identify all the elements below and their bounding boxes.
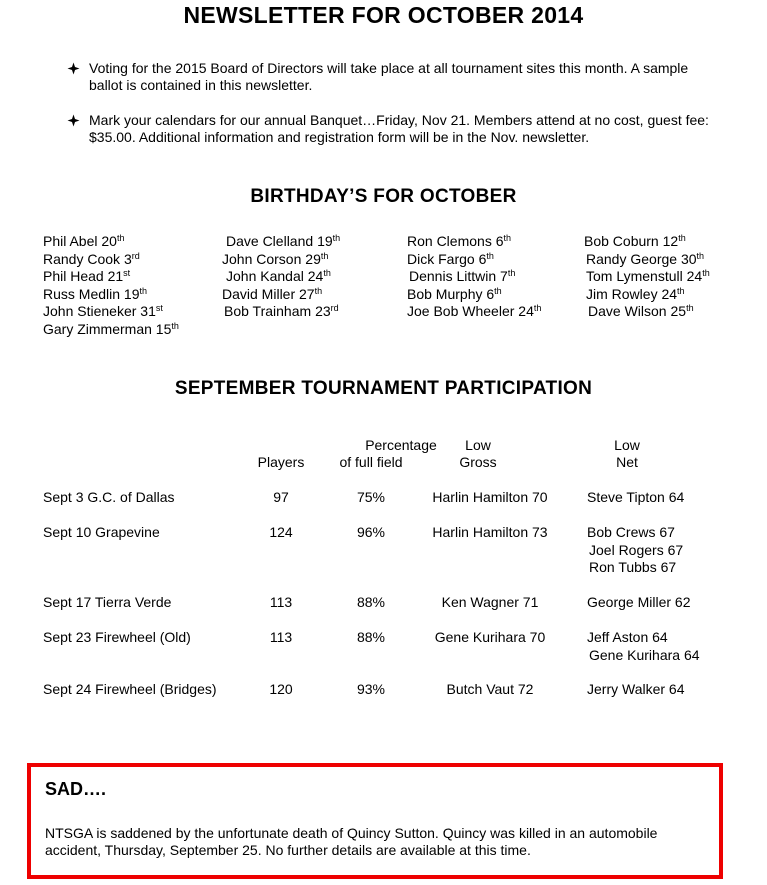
birthday-suffix: rd bbox=[131, 251, 140, 261]
cell-players: 97 bbox=[273, 489, 289, 505]
birthday-suffix: th bbox=[323, 268, 331, 278]
birthday-suffix: th bbox=[486, 251, 494, 261]
cell-event: Sept 23 Firewheel (Old) bbox=[43, 629, 191, 645]
bullet-voting: Voting for the 2015 Board of Directors will take place at all tournament sites this month. A sample ballot is contained in this newsletter. bbox=[89, 60, 689, 93]
birthday-name: David Miller bbox=[222, 286, 296, 302]
birthday-name: Joe Bob Wheeler bbox=[407, 303, 515, 319]
birthday-entry bbox=[586, 268, 710, 285]
birthday-entry bbox=[584, 233, 686, 250]
birthday-entry bbox=[407, 233, 511, 250]
cell-percentage: 93% bbox=[356, 681, 386, 697]
birthday-day: 24 bbox=[518, 303, 534, 319]
birthday-name: Dennis Littwin bbox=[409, 268, 497, 284]
cell-low-net: Joel Rogers 67 bbox=[589, 541, 684, 558]
participation-heading: SEPTEMBER TOURNAMENT PARTICIPATION bbox=[174, 378, 593, 399]
header-players: Players bbox=[257, 454, 305, 470]
birthday-name: Russ Medlin bbox=[43, 286, 121, 302]
birthday-entry bbox=[43, 286, 147, 303]
birthday-entry bbox=[407, 251, 494, 268]
birthday-name: Dave Clelland bbox=[226, 233, 314, 249]
birthday-entry bbox=[226, 233, 340, 250]
birthday-suffix: th bbox=[686, 303, 694, 313]
cell-low-gross: Harlin Hamilton 70 bbox=[432, 489, 548, 505]
header-low-gross-line2: Gross bbox=[459, 454, 497, 470]
birthday-suffix: th bbox=[503, 233, 512, 243]
cell-low-net: Jerry Walker 64 bbox=[587, 681, 685, 697]
header-low-net-line2: Net bbox=[616, 454, 638, 470]
birthday-suffix: th bbox=[696, 251, 705, 261]
birthday-name: John Stieneker bbox=[43, 303, 137, 319]
cell-low-gross: Harlin Hamilton 73 bbox=[432, 524, 548, 540]
birthday-day: 12 bbox=[662, 233, 679, 249]
birthday-name: Phil Head bbox=[43, 268, 104, 284]
birthday-name: Ron Clemons bbox=[407, 233, 492, 249]
sad-title: SAD…. bbox=[45, 779, 107, 799]
birthday-name: Bob Coburn bbox=[584, 233, 659, 249]
birthday-suffix: th bbox=[702, 268, 710, 278]
cell-percentage: 88% bbox=[356, 629, 386, 645]
birthday-suffix: th bbox=[314, 286, 323, 296]
birthday-name: Randy George bbox=[586, 251, 678, 267]
birthday-suffix: rd bbox=[330, 303, 339, 313]
birthday-day: 15 bbox=[155, 321, 172, 337]
birthdays-heading: BIRTHDAY’S FOR OCTOBER bbox=[250, 186, 517, 207]
birthday-suffix: th bbox=[533, 303, 542, 313]
birthday-name: Gary Zimmerman bbox=[43, 321, 152, 337]
birthday-entry bbox=[222, 251, 328, 268]
birthday-day: 19 bbox=[123, 286, 140, 302]
birthday-day: 19 bbox=[317, 233, 333, 249]
birthday-day: 20 bbox=[101, 233, 117, 249]
cell-players: 113 bbox=[269, 594, 293, 610]
birthday-entry bbox=[43, 233, 124, 250]
cell-percentage: 88% bbox=[356, 594, 386, 610]
birthday-entry bbox=[43, 303, 163, 320]
birthday-entry bbox=[222, 286, 322, 303]
birthday-day: 23 bbox=[315, 303, 331, 319]
birthday-suffix: th bbox=[171, 321, 179, 331]
birthday-entry bbox=[43, 321, 179, 338]
birthday-day: 25 bbox=[670, 303, 687, 319]
birthday-day: 21 bbox=[107, 268, 124, 284]
cell-low-net: Gene Kurihara 64 bbox=[589, 646, 700, 663]
birthday-name: John Corson bbox=[222, 251, 302, 267]
birthday-name: Bob Murphy bbox=[407, 286, 483, 302]
birthday-day: 7 bbox=[500, 268, 508, 284]
birthday-suffix: st bbox=[155, 303, 163, 313]
diamond-bullet-icon bbox=[67, 62, 80, 75]
birthday-entry bbox=[586, 286, 685, 303]
birthday-name: Dave Wilson bbox=[588, 303, 667, 319]
birthday-entry bbox=[407, 303, 541, 320]
cell-low-net: George Miller 62 bbox=[587, 594, 691, 610]
birthday-suffix: th bbox=[507, 268, 516, 278]
cell-event: Sept 17 Tierra Verde bbox=[43, 594, 172, 610]
birthday-day: 24 bbox=[661, 286, 678, 302]
cell-percentage: 96% bbox=[356, 524, 386, 540]
cell-low-gross: Butch Vaut 72 bbox=[446, 681, 534, 697]
birthday-day: 6 bbox=[486, 286, 495, 302]
birthday-entry bbox=[43, 251, 140, 268]
cell-low-gross: Gene Kurihara 70 bbox=[434, 629, 546, 645]
birthday-name: John Kandal bbox=[226, 268, 304, 284]
birthday-entry bbox=[226, 268, 331, 285]
cell-event: Sept 3 G.C. of Dallas bbox=[43, 489, 175, 505]
birthday-name: Randy Cook bbox=[43, 251, 121, 267]
birthday-suffix: th bbox=[677, 286, 685, 296]
cell-low-net: Bob Crews 67 bbox=[587, 524, 675, 540]
header-low-gross-line1: Low bbox=[465, 437, 491, 453]
birthday-entry bbox=[43, 268, 130, 285]
birthday-day: 24 bbox=[686, 268, 703, 284]
birthday-suffix: th bbox=[494, 286, 502, 296]
birthday-day: 24 bbox=[307, 268, 324, 284]
birthday-suffix: th bbox=[332, 233, 341, 243]
birthday-suffix: th bbox=[139, 286, 148, 296]
header-low-net-line1: Low bbox=[614, 437, 640, 453]
birthday-day: 6 bbox=[478, 251, 487, 267]
bullet-banquet: Mark your calendars for our annual Banquet…Friday, Nov 21. Members attend at no cost, guest fee: $35.00. Additional information and registration form will be in the Nov. newsletter. bbox=[89, 112, 709, 145]
birthday-day: 29 bbox=[305, 251, 321, 267]
cell-low-gross: Ken Wagner 71 bbox=[441, 594, 539, 610]
birthday-entry bbox=[586, 251, 704, 268]
sad-notice-box bbox=[27, 763, 723, 879]
diamond-bullet-icon bbox=[67, 114, 80, 127]
birthday-suffix: th bbox=[320, 251, 329, 261]
birthday-suffix: th bbox=[116, 233, 125, 243]
birthday-entry bbox=[224, 303, 339, 320]
birthday-name: Bob Trainham bbox=[224, 303, 312, 319]
cell-players: 113 bbox=[269, 629, 293, 645]
birthday-entry bbox=[588, 303, 694, 320]
birthday-suffix: th bbox=[678, 233, 686, 243]
birthday-day: 3 bbox=[123, 251, 132, 267]
cell-low-net: Jeff Aston 64 bbox=[587, 629, 668, 645]
sad-text: NTSGA is saddened by the unfortunate death of Quincy Sutton. Quincy was killed in an automobile accident, Thursday, September 25. No further details are available at this time. bbox=[45, 825, 658, 858]
birthday-day: 30 bbox=[680, 251, 697, 267]
birthday-name: Dick Fargo bbox=[407, 251, 475, 267]
newsletter-title: NEWSLETTER FOR OCTOBER 2014 bbox=[183, 2, 584, 28]
cell-low-net: Ron Tubbs 67 bbox=[589, 559, 677, 575]
birthday-suffix: st bbox=[123, 268, 131, 278]
header-percentage-line1: Percentage bbox=[365, 437, 437, 453]
birthday-name: Jim Rowley bbox=[586, 286, 658, 302]
cell-event: Sept 10 Grapevine bbox=[43, 524, 160, 540]
birthday-day: 27 bbox=[299, 286, 315, 302]
cell-event: Sept 24 Firewheel (Bridges) bbox=[43, 681, 217, 697]
cell-percentage: 75% bbox=[356, 489, 386, 505]
birthday-name: Phil Abel bbox=[43, 233, 98, 249]
birthday-entry bbox=[409, 268, 515, 285]
header-percentage-line2: of full field bbox=[339, 454, 403, 470]
birthday-entry bbox=[407, 286, 502, 303]
cell-players: 124 bbox=[269, 524, 293, 540]
cell-low-net: Steve Tipton 64 bbox=[587, 489, 685, 505]
birthday-day: 31 bbox=[140, 303, 156, 319]
birthday-name: Tom Lymenstull bbox=[586, 268, 683, 284]
birthday-day: 6 bbox=[495, 233, 504, 249]
cell-players: 120 bbox=[269, 681, 293, 697]
